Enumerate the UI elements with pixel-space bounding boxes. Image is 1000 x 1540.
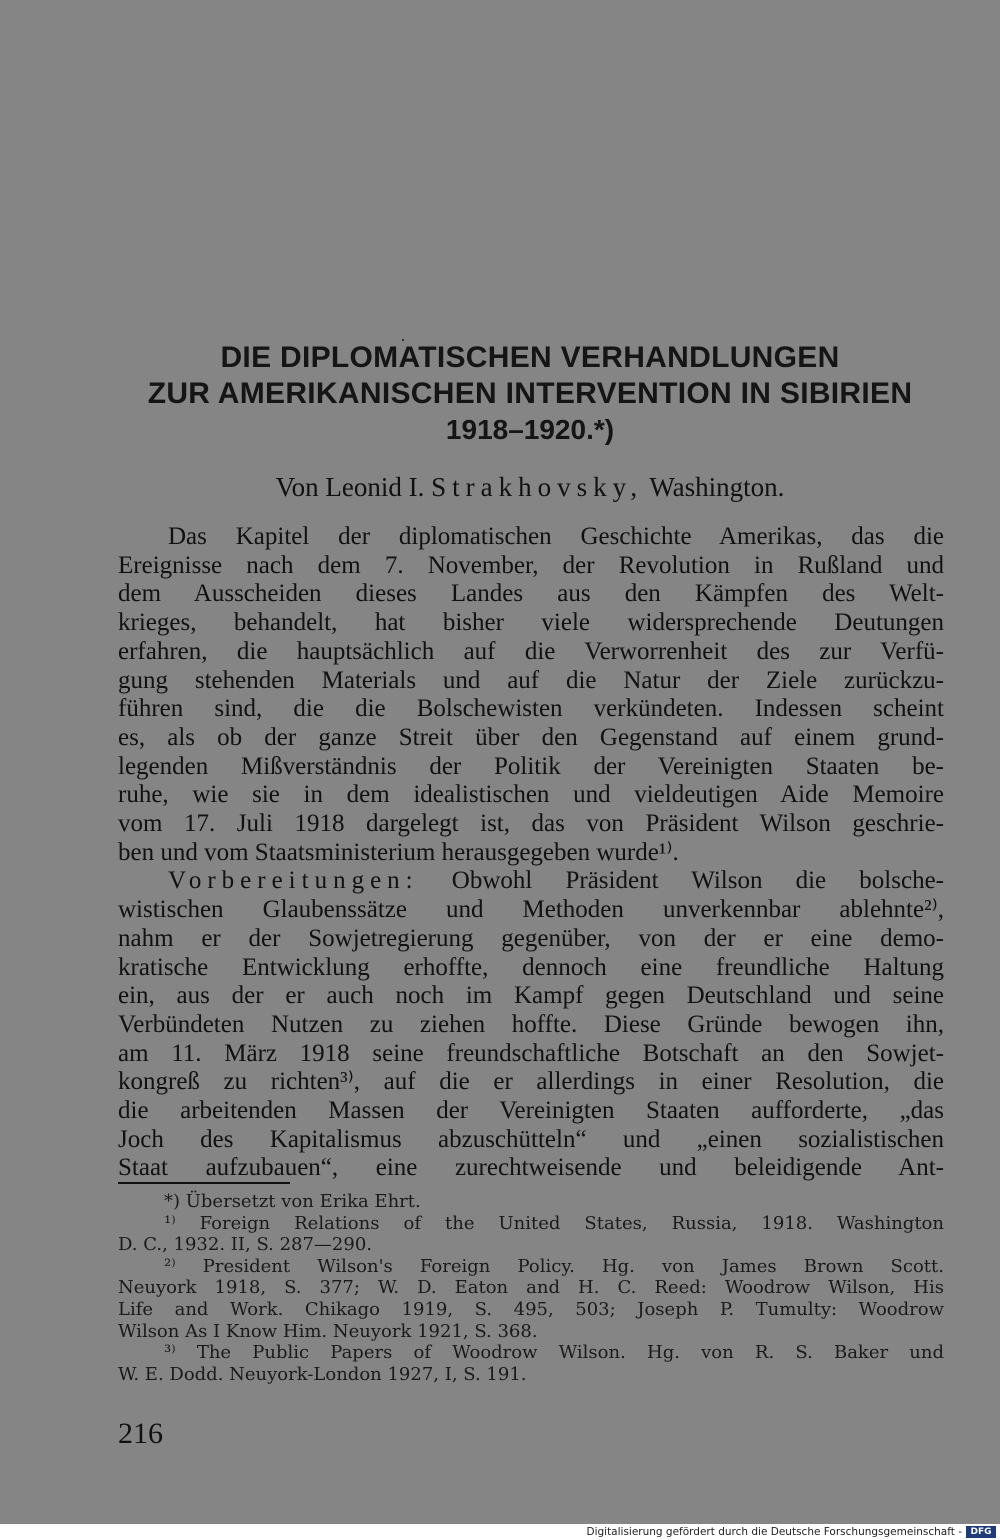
article-body xyxy=(118,523,944,1183)
footnote-line: ¹⁾ Foreign Relations of the United States, Russia, 1918. Washington xyxy=(164,1212,944,1234)
page-number: 216 xyxy=(118,1417,163,1450)
section-first-line xyxy=(118,867,944,896)
title-line-1: DIE DIPLOMATISCHEN VERHANDLUNGEN xyxy=(220,341,840,374)
footnote-line: *) Übersetzt von Erika Ehrt. xyxy=(164,1191,421,1212)
footnote-line: Life and Work. Chikago 1919, S. 495, 503; Joseph P. Tumulty: Woodrow xyxy=(118,1298,944,1320)
body-line: dem Ausscheiden dieses Landes aus den Kämpfen des Welt- xyxy=(118,580,944,608)
body-line: die arbeitenden Massen der Vereinigten Staaten aufforderte, „das xyxy=(118,1097,944,1125)
body-line: Joch des Kapitalismus abzuschütteln“ und „einen sozialistischen xyxy=(118,1125,944,1153)
body-line: ein, aus der er auch noch im Kampf gegen Deutschland und seine xyxy=(118,982,944,1010)
byline-prefix: Von Leonid I. xyxy=(275,472,425,502)
body-line: kratische Entwicklung erhoffte, dennoch eine freundliche Haltung xyxy=(118,953,944,981)
byline-author: Strakhovsky, xyxy=(431,472,644,502)
footnote-line: ³⁾ The Public Papers of Woodrow Wilson. Hg. von R. S. Baker und xyxy=(164,1342,944,1364)
footnote-line: ²⁾ President Wilson's Foreign Policy. Hg. von James Brown Scott. xyxy=(164,1255,944,1277)
body-line: legenden Mißverständnis der Politik der Vereinigten Staaten be- xyxy=(118,752,944,780)
body-line: krieges, behandelt, hat bisher viele widersprechende Deutungen xyxy=(118,609,944,637)
body-line: am 11. März 1918 seine freundschaftliche Botschaft an den Sowjet- xyxy=(118,1039,944,1067)
footnote-line: Neuyork 1918, S. 377; W. D. Eaton and H. C. Reed: Woodrow Wilson, His xyxy=(118,1277,944,1299)
digitization-credit: Digitalisierung gefördert durch die Deutsche Forschungsgemeinschaft - xyxy=(586,1526,962,1538)
article-title xyxy=(100,340,960,448)
body-line: Ereignisse nach dem 7. November, der Revolution in Rußland und xyxy=(118,551,944,579)
body-line: ruhe, wie sie in dem idealistischen und vieldeutigen Aide Memoire xyxy=(118,781,944,809)
footnote-divider xyxy=(118,1182,290,1184)
title-years: 1918–1920.*) xyxy=(445,414,615,445)
title-line-2: ZUR AMERIKANISCHEN INTERVENTION IN SIBIRIEN xyxy=(147,377,913,410)
body-line: gung stehenden Materials und auf die Natur der Ziele zurückzu- xyxy=(118,666,944,694)
author-byline xyxy=(100,470,960,504)
body-line: kongreß zu richten³⁾, auf die er allerdings in einer Resolution, die xyxy=(118,1068,944,1096)
dfg-logo: DFG xyxy=(966,1526,996,1538)
body-line: Das Kapitel der diplomatischen Geschichte Amerikas, das die xyxy=(168,523,944,550)
section-first-line-rest: Obwohl Präsident Wilson die bolsche- xyxy=(451,867,944,895)
footnote-line: W. E. Dodd. Neuyork-London 1927, I, S. 191. xyxy=(118,1363,527,1385)
footnotes xyxy=(118,1191,944,1385)
section-heading: Vorbereitungen: xyxy=(168,867,419,895)
body-line: nahm er der Sowjetregierung gegenüber, von der er eine demo- xyxy=(118,924,944,952)
byline-location: Washington. xyxy=(649,472,785,502)
body-line: ben und vom Staatsministerium herausgegeben wurde¹⁾. xyxy=(118,838,679,866)
footnote-line: D. C., 1932. II, S. 287—290. xyxy=(118,1234,373,1256)
footnote-line: Wilson As I Know Him. Neuyork 1921, S. 368. xyxy=(118,1320,538,1342)
body-line: vom 17. Juli 1918 dargelegt ist, das von Präsident Wilson geschrie- xyxy=(118,810,944,838)
body-line: führen sind, die die Bolschewisten verkündeten. Indessen scheint xyxy=(118,695,944,723)
body-line: erfahren, die hauptsächlich auf die Verworrenheit des zur Verfü- xyxy=(118,637,944,665)
body-line: Verbündeten Nutzen zu ziehen hoffte. Diese Gründe bewogen ihn, xyxy=(118,1010,944,1038)
body-line: Staat aufzubauen“, eine zurechtweisende und beleidigende Ant- xyxy=(118,1154,944,1182)
body-line: wistischen Glaubenssätze und Methoden unverkennbar ablehnte²⁾, xyxy=(118,896,944,924)
body-line: es, als ob der ganze Streit über den Gegenstand auf einem grund- xyxy=(118,723,944,751)
